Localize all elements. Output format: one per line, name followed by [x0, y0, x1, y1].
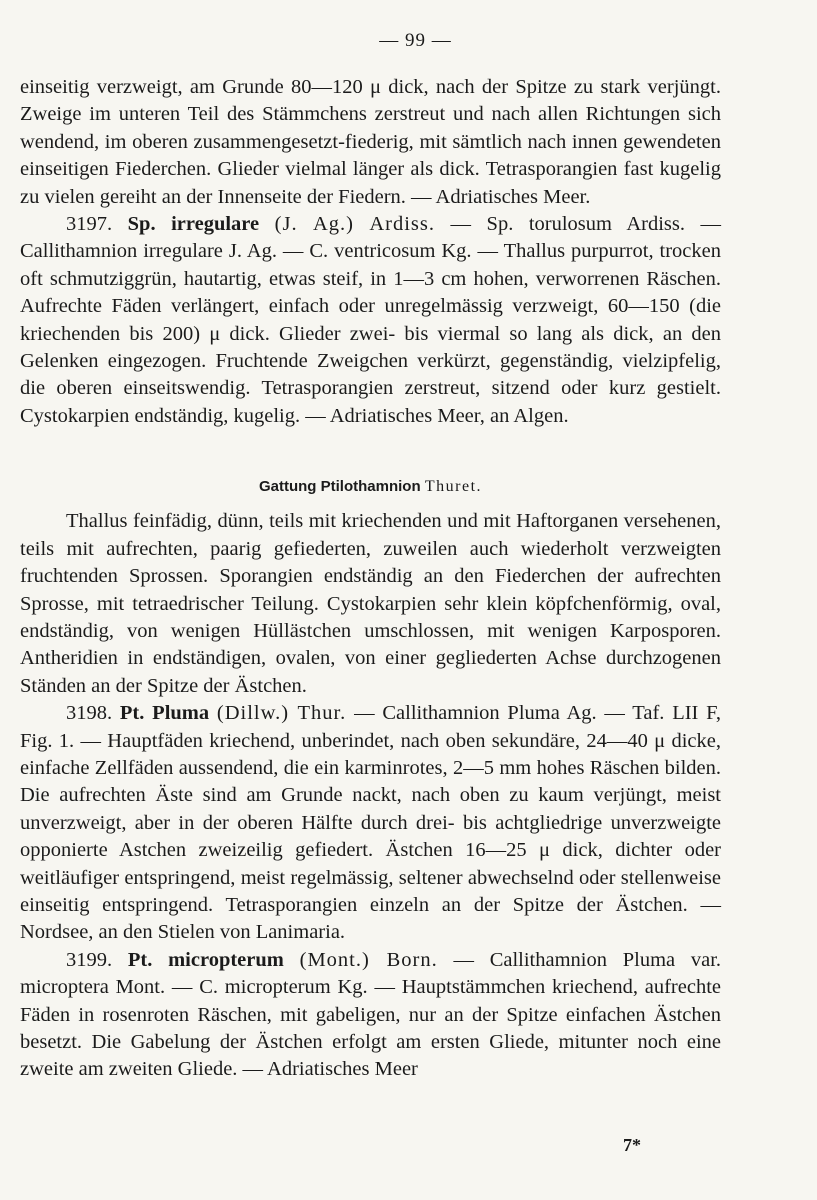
- species-name: micropterum: [168, 948, 284, 971]
- genus-label: Gattung Ptilothamnion: [258, 478, 421, 496]
- signature-mark: 7*: [623, 1135, 641, 1155]
- genus-description: Thallus feinfädig, dünn, teils mit kriechenden und mit Haftorganen versehenen, teils mit aufrechten, paarig gefiederten, zuweilen auch wiederholt verzweigten fruchtenden Sprossen. Sporangien endständig an den Fiederchen der aufrechten Sprosse, mit tetraedrischer Teilung. Cystokarpien sehr klein köpfchenförmig, oval, endständig, von wenigen Hüllästchen umschlossen, mit wenigen Karposporen. Antheridien in endständigen, ovalen, von einer gegliederten Achse durchzogenen Ständen an der Spitze der Ästchen.: [20, 510, 721, 697]
- species-description: — Callithamnion Pluma Ag. — Taf. LII F, Fig. 1. — Hauptfäden kriechend, unberindet, nach oben sekundäre, 24—40 μ dicke, einfache Zellfäden aussendend, die ein karminrotes, 2—5 mm hohes Räschen bilden. Die aufrechten Äste sind am Grunde nackt, nach oben zu kaum verjüngt, meist unverzweigt, aber in der oberen Hälfte durch drei- bis achtgliedrige unverzweigte opponierte Astchen zweizeilig gefiedert. Ästchen 16—25 μ dick, dichter oder weitläufiger entspringend, meist regelmässig, seltener abwechselnd oder stellenweise einseitig entspringend. Tetrasporangien einzeln an der Spitze der Ästchen. — Nordsee, an den Stielen von Lanimaria.: [20, 702, 722, 944]
- species-name: Pluma: [152, 702, 210, 725]
- species-description: — Callithamnion Pluma var. microptera Mont. — C. micropterum Kg. — Hauptstämmchen kriechend, aufrechte Fäden in rosenroten Räschen, mit gabeligen, nur an der Spitze einfachen Ästchen besetzt. Die Gabelung der Ästchen erfolgt am ersten Gliede, mitunter noch eine zweite am zweiten Gliede. — Adriatisches Meer: [20, 948, 722, 1081]
- continuation-paragraph: einseitig verzweigt, am Grunde 80—120 μ dick, nach der Spitze zu stark verjüngt. Zweige im unteren Teil des Stämmchens zerstreut und nach allen Richtungen sich wendend, im oberen zusammengesetzt-fiederig, mit sämtlich nach innen gewendeten einseitigen Fiederchen. Glieder vielmal länger als dick. Tetrasporangien fast kugelig zu vielen gereiht an der Innenseite der Fiedern. — Adriatisches Meer.: [20, 76, 721, 208]
- genus-heading: [20, 476, 721, 496]
- genus-abbreviation: Sp.: [127, 213, 156, 236]
- page-number: — 99 —: [379, 30, 452, 51]
- genus-abbreviation: Pt.: [119, 702, 145, 725]
- genus-author: Thuret.: [424, 478, 483, 496]
- species-author: (J. Ag.) Ardiss.: [274, 213, 436, 236]
- species-author: (Dillw.) Thur.: [216, 702, 347, 725]
- entry-number: 3198.: [66, 702, 113, 725]
- entry-number: 3199.: [66, 948, 113, 971]
- species-name: irregulare: [171, 213, 260, 236]
- species-author: (Mont.) Born.: [299, 948, 438, 971]
- species-entry-3197: [20, 211, 721, 430]
- species-description: — Sp. torulosum Ardiss. — Callithamnion irregulare J. Ag. — C. ventricosum Kg. — Thallus purpurrot, trocken oft schmutziggrün, hautartig, etwas steif, in 1—3 cm hohen, verworrenen Räschen. Aufrechte Fäden verlängert, einfach oder unregelmässig verzweigt, 60—150 (die kriechenden bis 200) μ dick. Glieder zwei- bis viermal so lang als dick, an den Gelenken eingezogen. Fruchtende Zweigchen verkürzt, gegenständig, vielzipfelig, die oberen einseitswendig. Tetrasporangien zerstreut, sitzend oder kurz gestielt. Cystokarpien endständig, kugelig. — Adriatisches Meer, an Algen.: [20, 213, 722, 427]
- entry-number: 3197.: [66, 213, 113, 236]
- species-entry-3199: [20, 947, 721, 1084]
- genus-abbreviation: Pt.: [127, 948, 153, 971]
- species-entry-3198: [20, 700, 721, 947]
